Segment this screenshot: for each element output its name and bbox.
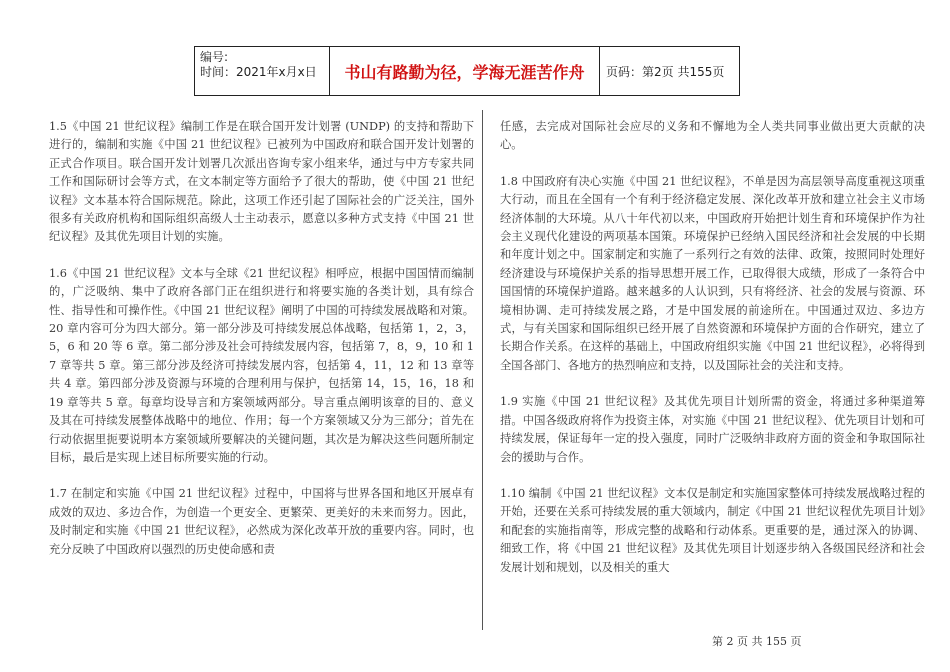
header-motto: 书山有路勤为径，学海无涯苦作舟 [330, 47, 600, 95]
paragraph-1-10: 1.10 编制《中国 21 世纪议程》文本仅是制定和实施国家整体可持续发展战略过程的开始，还要在关系可持续发展的重大领域内，制定《中国 21 世纪议程优先项目计划》和配套的实施指南等，形成完整的战略和行动体系。更重要的是，通过深入的协调、细致工作，将《中国 21 世纪议程》及其优先项目计划逐步纳入各级国民经济和社会发展计划和规划，以及相关的重大 [500, 486, 925, 574]
document-number-label: 编号: [200, 50, 229, 64]
document-time-label: 时间：2021年x月x日 [200, 65, 317, 79]
paragraph-1-5: 1.5《中国 21 世纪议程》编制工作是在联合国开发计划署 (UNDP) 的支持和帮助下进行的，编制和实施《中国 21 世纪议程》已被列为中国政府和联合国开发计划署的正式合作项目。联合国开发计划署几次派出咨询专家小组来华，通过与中方专家共同工作和国际研讨会等方式，在文本制定等方面给予了很大的帮助，使《中国 21 世纪议程》文本基本符合国际规范。除此，这项工作还引起了国际社会的广泛关注，国外很多有关政府机构和国际组织高级人士主动表示，愿意以多种方式支持《中国 21 世纪议程》及其优先项目计划的实施。 [49, 120, 474, 244]
paragraph-1-7-continued: 任感，去完成对国际社会应尽的义务和不懈地为全人类共同事业做出更大贡献的决心。 [500, 120, 925, 152]
left-column [49, 118, 474, 577]
header-table [194, 46, 740, 96]
paragraph-1-7: 1.7 在制定和实施《中国 21 世纪议程》过程中，中国将与世界各国和地区开展卓有成效的双边、多边合作，为创造一个更安全、更繁荣、更美好的未来而努力。因此，及时制定和实施《中国 21 世纪议程》，必然成为深化改革开放的重要内容。同时，也充分反映了中国政府以强烈的历史使命感和责 [49, 487, 474, 556]
header-meta-cell [195, 47, 330, 95]
column-divider [482, 110, 483, 630]
page-footer: 第 2 页 共 155 页 [712, 635, 802, 648]
paragraph-1-6: 1.6《中国 21 世纪议程》文本与全球《21 世纪议程》相呼应，根据中国国情而编制的，广泛吸纳、集中了政府各部门正在组织进行和将要实施的各类计划，具有综合性、指导性和可操作性。《中国 21 世纪议程》阐明了中国的可持续发展战略和对策。20 章内容可分为四大部分。第一部分涉及可持续发展总体战略，包括第 1，2，3，5，6 和 20 等 6 章。第二部分涉及社会可持续发展内容，包括第 7，8，9，10 和 17 章等共 5 章。第三部分涉及经济可持续发展内容，包括第 4，11，12 和 13 章等共 4 章。第四部分涉及资源与环境的合理利用与保护，包括第 14，15，16，18 和 19 章等共 5 章。每章均设导言和方案领域两部分。导言重点阐明该章的目的、意义及其在可持续发展整体战略中的地位、作用；每一个方案领域又分为三部分；首先在行动依据里扼要说明本方案领域所要解决的关键问题，其次是为解决这些问题所制定目标，最后是实现上述目标所要实施的行动。 [49, 266, 474, 464]
paragraph-1-8: 1.8 中国政府有决心实施《中国 21 世纪议程》，不单是因为高层领导高度重视这项重大行动，而且在全国有一个有利于经济稳定发展、深化改革开放和建立社会主义市场经济体制的大环境。从八十年代初以来，中国政府开始把计划生育和环境保护作为社会主义现代化建设的两项基本国策。环境保护已经纳入国民经济和社会发展的中长期和年度计划之中。国家制定和实施了一系列行之有效的法律、政策，按照同时处理好经济建设与环境保护关系的指导思想开展工作，已取得很大成绩，形成了一条符合中国国情的环境保护道路。越来越多的人认识到，只有将经济、社会的发展与资源、环境相协调、走可持续发展之路，才是中国发展的前途所在。中国通过双边、多边方式，与有关国家和国际组织已经开展了自然资源和环境保护方面的合作研究，建立了长期合作关系。在这样的基础上，中国政府组织实施《中国 21 世纪议程》，必将得到全国各部门、各地方的热烈响应和支持，以及国际社会的关注和支持。 [500, 174, 925, 372]
right-column [500, 118, 925, 595]
header-page-code: 页码：第2页 共155页 [606, 64, 725, 79]
paragraph-1-9: 1.9 实施《中国 21 世纪议程》及其优先项目计划所需的资金，将通过多种渠道筹措。中国各级政府将作为投资主体，对实施《中国 21 世纪议程》、优先项目计划和可持续发展，保证每年一定的投入强度，同时广泛吸纳非政府方面的资金和争取国际社会的援助与合作。 [500, 395, 925, 464]
